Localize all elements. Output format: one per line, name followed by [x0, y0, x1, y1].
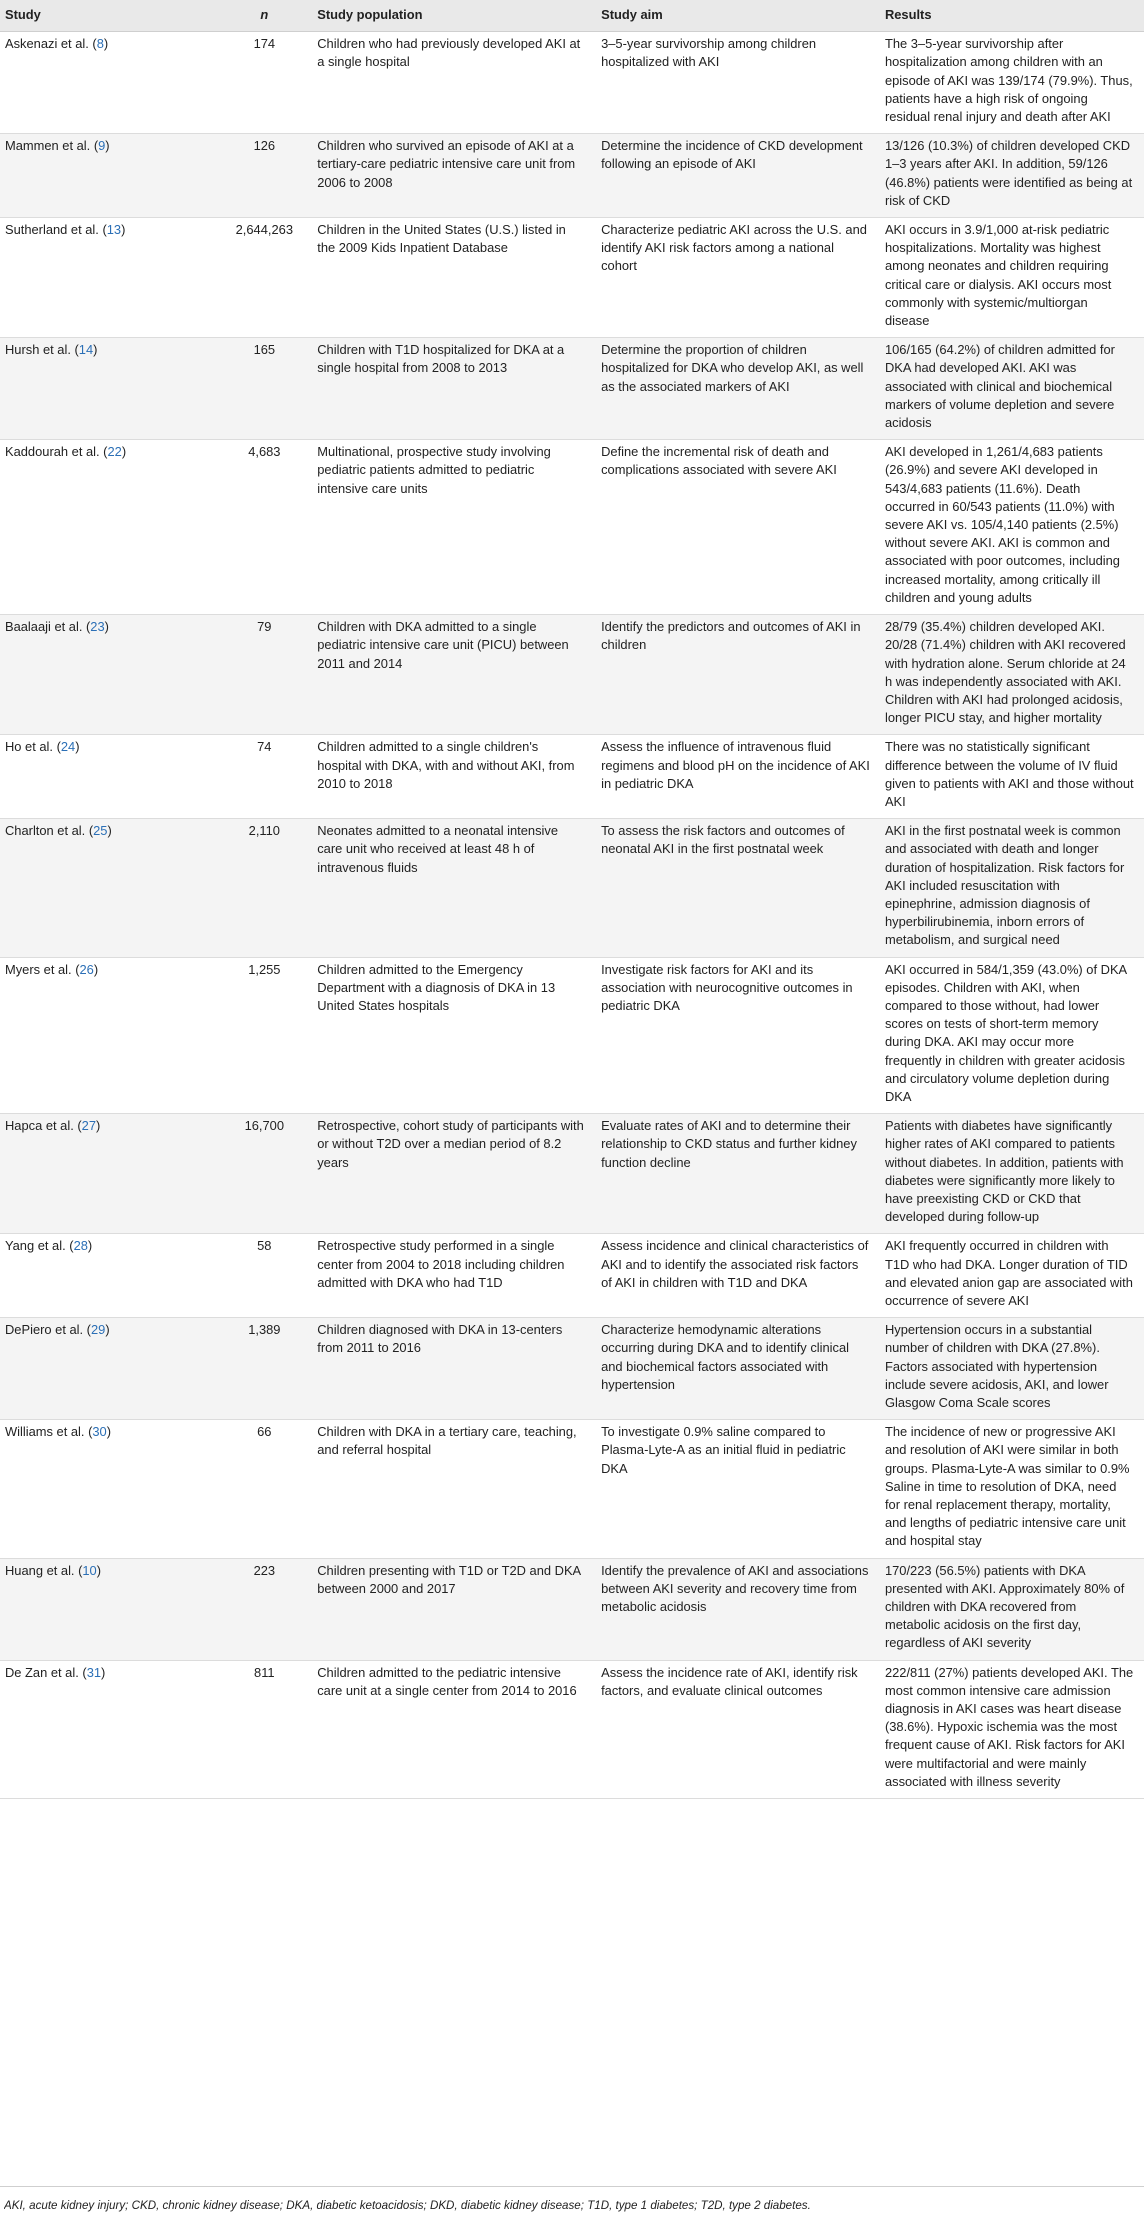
cell-population: Children in the United States (U.S.) listed in the 2009 Kids Inpatient Database — [312, 218, 596, 338]
cell-study — [0, 1420, 221, 1558]
cell-n: 4,683 — [221, 440, 312, 615]
table-row — [0, 134, 1144, 218]
table-row — [0, 1558, 1144, 1660]
reference-close: ) — [121, 222, 126, 238]
study-name: DePiero et al. ( — [5, 1322, 91, 1338]
cell-aim: To assess the risk factors and outcomes of neonatal AKI in the first postnatal week — [596, 819, 880, 957]
reference-link[interactable]: 22 — [107, 444, 122, 460]
table-row — [0, 1660, 1144, 1798]
table-row — [0, 735, 1144, 819]
cell-study — [0, 440, 221, 615]
cell-aim: Characterize hemodynamic alterations occurring during DKA and to identify clinical and biochemical factors associated with hypertension — [596, 1318, 880, 1420]
cell-population: Children presenting with T1D or T2D and DKA between 2000 and 2017 — [312, 1558, 596, 1660]
reference-link[interactable]: 8 — [96, 36, 104, 52]
cell-study — [0, 1114, 221, 1234]
cell-study — [0, 735, 221, 819]
study-name: Mammen et al. ( — [5, 138, 99, 154]
cell-aim: Characterize pediatric AKI across the U.S. and identify AKI risk factors among a national cohort — [596, 218, 880, 338]
cell-results: AKI in the first postnatal week is common and associated with death and longer duration of hospitalization. Risk factors for AKI included resuscitation with epinephrine, admission diagnosis of hyperbilirubinemia, inborn errors of metabolism, and surgical need — [880, 819, 1144, 957]
cell-n: 126 — [221, 134, 312, 218]
reference-link[interactable]: 24 — [60, 739, 76, 755]
cell-n: 2,110 — [221, 819, 312, 957]
reference-close: ) — [96, 1118, 101, 1134]
cell-aim: Evaluate rates of AKI and to determine their relationship to CKD status and further kidney function decline — [596, 1114, 880, 1234]
cell-results: AKI occurs in 3.9/1,000 at-risk pediatric hospitalizations. Mortality was highest among neonates and children requiring critical care or dialysis. AKI occurs most commonly with systemic/multiorgan disease — [880, 218, 1144, 338]
reference-close: ) — [107, 823, 112, 839]
cell-population: Retrospective, cohort study of participants with or without T2D over a median period of 8.2 years — [312, 1114, 596, 1234]
cell-population: Children who survived an episode of AKI at a tertiary-care pediatric intensive care unit from 2006 to 2008 — [312, 134, 596, 218]
table-row — [0, 32, 1144, 134]
reference-link[interactable]: 29 — [90, 1322, 106, 1338]
table-row — [0, 338, 1144, 440]
study-name: Ho et al. ( — [5, 739, 61, 755]
cell-n: 2,644,263 — [221, 218, 312, 338]
cell-population: Children admitted to a single children's hospital with DKA, with and without AKI, from 2010 to 2018 — [312, 735, 596, 819]
reference-close: ) — [105, 138, 110, 154]
reference-close: ) — [93, 961, 99, 977]
cell-aim: Identify the predictors and outcomes of AKI in children — [596, 615, 880, 735]
reference-close: ) — [75, 739, 80, 755]
study-name: Huang et al. ( — [5, 1562, 83, 1578]
cell-study — [0, 1558, 221, 1660]
cell-study — [0, 615, 221, 735]
reference-close: ) — [106, 1424, 112, 1440]
reference-close: ) — [121, 444, 127, 460]
table-row — [0, 1420, 1144, 1558]
table-header — [0, 0, 1144, 32]
cell-aim: To investigate 0.9% saline compared to Plasma-Lyte-A as an initial fluid in pediatric DKA — [596, 1420, 880, 1558]
cell-population: Children admitted to the Emergency Department with a diagnosis of DKA in 13 United States hospitals — [312, 957, 596, 1114]
cell-study — [0, 32, 221, 134]
cell-results: AKI occurred in 584/1,359 (43.0%) of DKA episodes. Children with AKI, when compared to those without, had lower scores on tests of short-term memory during DKA. AKI may occur more frequently in children with greater acidosis and circulatory volume depletion during DKA — [880, 957, 1144, 1114]
header-results: Results — [880, 0, 1144, 32]
header-aim: Study aim — [596, 0, 880, 32]
cell-results: AKI frequently occurred in children with T1D who had DKA. Longer duration of TID and elevated anion gap are associated with occurrence of severe AKI — [880, 1234, 1144, 1318]
reference-link[interactable]: 28 — [73, 1238, 88, 1254]
header-study: Study — [0, 0, 221, 32]
cell-aim: Identify the prevalence of AKI and associations between AKI severity and recovery time from metabolic acidosis — [596, 1558, 880, 1660]
cell-n: 165 — [221, 338, 312, 440]
cell-study — [0, 1234, 221, 1318]
cell-results: 13/126 (10.3%) of children developed CKD 1–3 years after AKI. In addition, 59/126 (46.8%) patients were identified as being at risk of CKD — [880, 134, 1144, 218]
cell-aim: Assess the incidence rate of AKI, identify risk factors, and evaluate clinical outcomes — [596, 1660, 880, 1798]
cell-aim: Assess the influence of intravenous fluid regimens and blood pH on the incidence of AKI in pediatric DKA — [596, 735, 880, 819]
table-row — [0, 819, 1144, 957]
cell-population: Children with DKA admitted to a single pediatric intensive care unit (PICU) between 2011 and 2014 — [312, 615, 596, 735]
cell-n: 58 — [221, 1234, 312, 1318]
cell-population: Retrospective study performed in a single center from 2004 to 2018 including children admitted with DKA who had T1D — [312, 1234, 596, 1318]
table-row — [0, 1114, 1144, 1234]
cell-aim: Define the incremental risk of death and complications associated with severe AKI — [596, 440, 880, 615]
cell-n: 174 — [221, 32, 312, 134]
cell-study — [0, 338, 221, 440]
cell-n: 16,700 — [221, 1114, 312, 1234]
table-row — [0, 615, 1144, 735]
cell-n: 811 — [221, 1660, 312, 1798]
study-name: Yang et al. ( — [5, 1238, 74, 1254]
study-name: Charlton et al. ( — [5, 823, 94, 839]
cell-results: 106/165 (64.2%) of children admitted for DKA had developed AKI. AKI was associated with clinical and biochemical markers of volume depletion and severe acidosis — [880, 338, 1144, 440]
study-name: Kaddourah et al. ( — [5, 444, 108, 460]
study-name: Hapca et al. ( — [5, 1118, 82, 1134]
header-n: n — [221, 0, 312, 32]
cell-aim: Investigate risk factors for AKI and its association with neurocognitive outcomes in pediatric DKA — [596, 957, 880, 1114]
cell-results: 28/79 (35.4%) children developed AKI. 20/28 (71.4%) children with AKI recovered with hydration alone. Serum chloride at 24 h was independently associated with AKI. Children with AKI had prolonged acidosis, longer PICU stay, and higher mortality — [880, 615, 1144, 735]
cell-n: 1,389 — [221, 1318, 312, 1420]
reference-link[interactable]: 30 — [92, 1424, 107, 1440]
study-name: Myers et al. ( — [5, 961, 80, 977]
cell-population: Multinational, prospective study involving pediatric patients admitted to pediatric intensive care units — [312, 440, 596, 615]
table-row — [0, 440, 1144, 615]
reference-close: ) — [96, 1562, 102, 1578]
reference-close: ) — [87, 1238, 93, 1254]
cell-results: 170/223 (56.5%) patients with DKA presented with AKI. Approximately 80% of children with DKA recovered from metabolic acidosis on the first day, regardless of AKI severity — [880, 1558, 1144, 1660]
cell-study — [0, 134, 221, 218]
cell-results: Patients with diabetes have significantly higher rates of AKI compared to patients without diabetes. In addition, patients with diabetes were significantly more likely to have preexisting CKD or CKD that developed during follow-up — [880, 1114, 1144, 1234]
reference-link[interactable]: 13 — [106, 222, 122, 238]
study-name: Sutherland et al. ( — [5, 222, 107, 238]
cell-aim: Determine the incidence of CKD development following an episode of AKI — [596, 134, 880, 218]
study-name: Hursh et al. ( — [5, 342, 79, 358]
cell-aim: Determine the proportion of children hospitalized for DKA who develop AKI, as well as the associated markers of AKI — [596, 338, 880, 440]
cell-population: Children admitted to the pediatric intensive care unit at a single center from 2014 to 2016 — [312, 1660, 596, 1798]
study-name: De Zan et al. ( — [5, 1664, 87, 1680]
cell-n: 66 — [221, 1420, 312, 1558]
table-row — [0, 957, 1144, 1114]
cell-results: Hypertension occurs in a substantial number of children with DKA (27.8%). Factors associated with hypertension include severe acidosis, AKI, and lower Glasgow Coma Scale scores — [880, 1318, 1144, 1420]
table-footnote: AKI, acute kidney injury; CKD, chronic kidney disease; DKA, diabetic ketoacidosis; DKD, diabetic kidney disease; T1D, type 1 diabetes; T2D, type 2 diabetes. — [4, 2199, 811, 2212]
cell-aim: 3–5-year survivorship among children hospitalized with AKI — [596, 32, 880, 134]
cell-n: 74 — [221, 735, 312, 819]
table-row — [0, 1318, 1144, 1420]
study-name: Baalaaji et al. ( — [5, 619, 91, 635]
cell-results: The incidence of new or progressive AKI and resolution of AKI were similar in both groups. Plasma-Lyte-A was similar to 0.9% Saline in time to resolution of DKA, need for renal replacement therapy, mortality, and lengths of pediatric intensive care unit and hospital stay — [880, 1420, 1144, 1558]
reference-link[interactable]: 31 — [86, 1664, 102, 1680]
cell-aim: Assess incidence and clinical characteristics of AKI and to identify the associated risk factors of AKI in children with T1D and DKA — [596, 1234, 880, 1318]
cell-n: 79 — [221, 615, 312, 735]
reference-link[interactable]: 25 — [93, 823, 108, 839]
reference-close: ) — [101, 1664, 106, 1680]
cell-population: Neonates admitted to a neonatal intensive care unit who received at least 48 h of intravenous fluids — [312, 819, 596, 957]
reference-close: ) — [103, 36, 109, 52]
cell-n: 223 — [221, 1558, 312, 1660]
cell-results: 222/811 (27%) patients developed AKI. The most common intensive care admission diagnosis in AKI cases was heart disease (38.6%). Hypoxic ischemia was the most frequent cause of AKI. Risk factors for AKI were multifactorial and were mainly associated with illness severity — [880, 1660, 1144, 1798]
cell-population: Children with T1D hospitalized for DKA at a single hospital from 2008 to 2013 — [312, 338, 596, 440]
cell-study — [0, 1660, 221, 1798]
cell-study — [0, 218, 221, 338]
reference-link[interactable]: 26 — [79, 961, 94, 977]
cell-study — [0, 819, 221, 957]
cell-population: Children who had previously developed AKI at a single hospital — [312, 32, 596, 134]
reference-link[interactable]: 9 — [98, 138, 106, 154]
reference-link[interactable]: 27 — [81, 1118, 97, 1134]
reference-close: ) — [105, 1322, 110, 1338]
cell-results: AKI developed in 1,261/4,683 patients (26.9%) and severe AKI developed in 543/4,683 patients (11.6%). Death occurred in 60/543 patients (11.0%) with severe AKI vs. 105/4,140 patients (2.5%) without severe AKI. AKI is common and associated with poor outcomes, including increased mortality, among critically ill children and young adults — [880, 440, 1144, 615]
reference-close: ) — [104, 619, 109, 635]
reference-link[interactable]: 10 — [82, 1562, 97, 1578]
cell-study — [0, 1318, 221, 1420]
cell-n: 1,255 — [221, 957, 312, 1114]
cell-population: Children with DKA in a tertiary care, teaching, and referral hospital — [312, 1420, 596, 1558]
table-row — [0, 1234, 1144, 1318]
footnote-divider — [0, 2186, 1144, 2187]
header-population: Study population — [312, 0, 596, 32]
reference-link[interactable]: 23 — [90, 619, 105, 635]
table-body — [0, 32, 1144, 1799]
study-name: Williams et al. ( — [5, 1424, 93, 1440]
cell-results: There was no statistically significant difference between the volume of IV fluid given to patients with AKI and those without AKI — [880, 735, 1144, 819]
study-name: Askenazi et al. ( — [5, 36, 97, 52]
header-row — [0, 0, 1144, 32]
cell-results: The 3–5-year survivorship after hospitalization among children with an episode of AKI was 139/174 (79.9%). Thus, patients have a high risk of ongoing residual renal injury and death after AKI — [880, 32, 1144, 134]
cell-population: Children diagnosed with DKA in 13-centers from 2011 to 2016 — [312, 1318, 596, 1420]
reference-close: ) — [93, 342, 98, 358]
cell-study — [0, 957, 221, 1114]
table-row — [0, 218, 1144, 338]
reference-link[interactable]: 14 — [78, 342, 94, 358]
